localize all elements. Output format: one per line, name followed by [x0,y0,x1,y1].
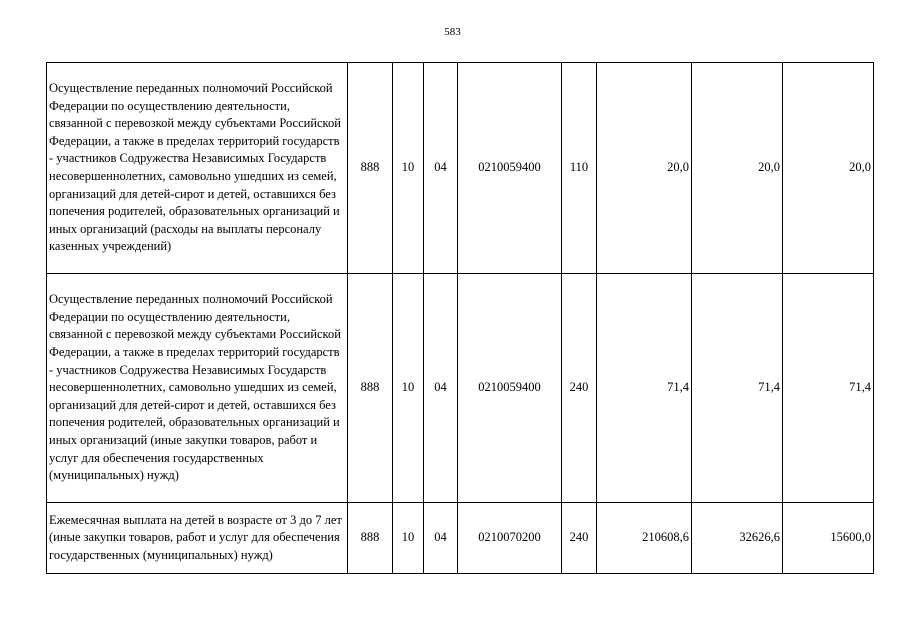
amount-year-2: 32626,6 [692,503,783,574]
table-row [47,63,874,274]
expense-type-code: 240 [562,503,597,574]
section-code: 10 [393,503,424,574]
amount-year-3: 15600,0 [783,503,874,574]
ministry-code: 888 [348,503,393,574]
amount-year-2: 20,0 [692,63,783,274]
ministry-code: 888 [348,63,393,274]
section-code: 10 [393,63,424,274]
target-article-code: 0210059400 [458,63,562,274]
subsection-code: 04 [424,63,458,274]
amount-year-1: 20,0 [597,63,692,274]
amount-year-3: 71,4 [783,274,874,503]
table-row [47,274,874,503]
row-description: Осуществление переданных полномочий Российской Федерации по осуществлению деятельности, связанной с перевозкой между субъектами Российской Федерации, а также в пределах территорий государств - участников Содружества Независимых Государств несовершеннолетних, самовольно ушедших из семей, организаций для детей-сирот и детей, оставшихся без попечения родителей, образовательных организаций и иных организаций (расходы на выплаты персоналу казенных учреждений) [47,63,348,274]
expense-type-code: 110 [562,63,597,274]
row-description: Осуществление переданных полномочий Российской Федерации по осуществлению деятельности, связанной с перевозкой между субъектами Российской Федерации, а также в пределах территорий государств - участников Содружества Независимых Государств несовершеннолетних, самовольно ушедших из семей, организаций для детей-сирот и детей, оставшихся без попечения родителей, образовательных организаций и иных организаций (иные закупки товаров, работ и услуг для обеспечения государственных (муниципальных) нужд) [47,274,348,503]
row-description: Ежемесячная выплата на детей в возрасте от 3 до 7 лет (иные закупки товаров, работ и услуг для обеспечения государственных (муниципальных) нужд) [47,503,348,574]
target-article-code: 0210059400 [458,274,562,503]
expense-type-code: 240 [562,274,597,503]
page-number: 583 [444,26,461,38]
subsection-code: 04 [424,503,458,574]
amount-year-3: 20,0 [783,63,874,274]
amount-year-1: 210608,6 [597,503,692,574]
budget-table [46,62,874,574]
ministry-code: 888 [348,274,393,503]
target-article-code: 0210070200 [458,503,562,574]
amount-year-1: 71,4 [597,274,692,503]
table-row [47,503,874,574]
section-code: 10 [393,274,424,503]
amount-year-2: 71,4 [692,274,783,503]
subsection-code: 04 [424,274,458,503]
